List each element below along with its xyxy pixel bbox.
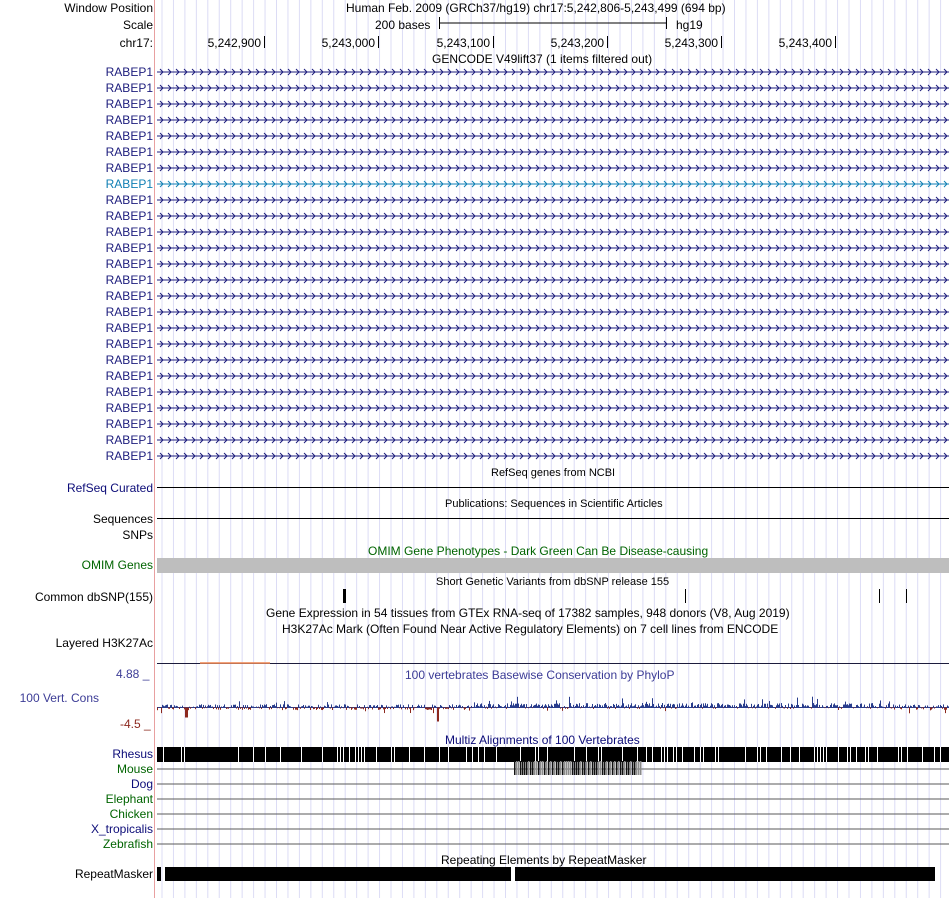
gene-label[interactable]: RABEP1 <box>105 193 153 207</box>
gene-label[interactable]: RABEP1 <box>105 97 153 111</box>
ruler-tick-label: 5,243,100 <box>436 36 490 50</box>
gene-label[interactable]: RABEP1 <box>105 369 153 383</box>
species-label[interactable]: X_tropicalis <box>90 822 153 836</box>
gene-label[interactable]: RABEP1 <box>105 449 153 463</box>
h3k27ac-title: H3K27Ac Mark (Often Found Near Active Regulatory Elements) on 7 cell lines from ENCODE <box>282 622 779 636</box>
scale-db: hg19 <box>676 18 703 32</box>
species-label[interactable]: Dog <box>130 777 153 791</box>
dbsnp-title: Short Genetic Variants from dbSNP release 155 <box>436 576 670 588</box>
scale-text: 200 bases <box>375 18 431 32</box>
gene-label[interactable]: RABEP1 <box>105 385 153 399</box>
snps-label[interactable]: SNPs <box>122 528 153 542</box>
gene-label[interactable]: RABEP1 <box>105 273 153 287</box>
h3k27ac-label[interactable]: Layered H3K27Ac <box>55 636 153 650</box>
gene-label[interactable]: RABEP1 <box>105 177 153 191</box>
gene-label[interactable]: RABEP1 <box>105 129 153 143</box>
ruler-tick-label: 5,243,300 <box>664 36 718 50</box>
multiz-title: Multiz Alignments of 100 Vertebrates <box>445 733 640 747</box>
gene-label[interactable]: RABEP1 <box>105 417 153 431</box>
gene-label[interactable]: RABEP1 <box>105 241 153 255</box>
window-position-label[interactable]: Window Position <box>64 1 153 15</box>
gene-label[interactable]: RABEP1 <box>105 161 153 175</box>
h3k27ac-signal <box>200 662 270 664</box>
gene-label[interactable]: RABEP1 <box>105 433 153 447</box>
publications-title: Publications: Sequences in Scientific Articles <box>445 498 663 510</box>
ruler-tick-label: 5,243,000 <box>321 36 375 50</box>
gtex-title: Gene Expression in 54 tissues from GTEx RNA-seq of 17382 samples, 948 donors (V8, Aug 2019) <box>266 606 790 620</box>
species-label[interactable]: Mouse <box>116 762 153 776</box>
repeatmasker-label[interactable]: RepeatMasker <box>74 867 153 881</box>
omim-track-area[interactable] <box>155 557 950 573</box>
gene-label[interactable]: RABEP1 <box>105 337 153 351</box>
dbsnp-track-area[interactable] <box>155 588 950 604</box>
species-label[interactable]: Chicken <box>109 807 153 821</box>
phylop-min-label: -4.5 _ <box>120 717 151 731</box>
refseq-track-area[interactable] <box>155 480 950 494</box>
gene-label[interactable]: RABEP1 <box>105 401 153 415</box>
gencode-track-area[interactable] <box>155 66 950 462</box>
species-label[interactable]: Zebrafish <box>102 837 153 851</box>
refseq-label[interactable]: RefSeq Curated <box>66 481 153 495</box>
gene-label[interactable]: RABEP1 <box>105 225 153 239</box>
gene-label[interactable]: RABEP1 <box>105 321 153 335</box>
phylop-label[interactable]: 100 Vert. Cons <box>19 691 99 705</box>
gene-label[interactable]: RABEP1 <box>105 209 153 223</box>
ruler-tick-label: 5,242,900 <box>207 36 261 50</box>
ruler-tick-label: 5,243,200 <box>550 36 604 50</box>
gene-label[interactable]: RABEP1 <box>105 113 153 127</box>
chrom-label[interactable]: chr17: <box>119 36 153 50</box>
gene-label[interactable]: RABEP1 <box>105 305 153 319</box>
phylop-title: 100 vertebrates Basewise Conservation by PhyloP <box>405 668 675 682</box>
gene-label[interactable]: RABEP1 <box>105 289 153 303</box>
refseq-title: RefSeq genes from NCBI <box>491 467 616 479</box>
gene-label[interactable]: RABEP1 <box>105 257 153 271</box>
scale-label[interactable]: Scale <box>122 18 153 32</box>
gencode-title: GENCODE V49lift37 (1 items filtered out) <box>432 52 653 66</box>
repeatmasker-title: Repeating Elements by RepeatMasker <box>441 853 647 867</box>
assembly-title: Human Feb. 2009 (GRCh37/hg19) chr17:5,242,806-5,243,499 (694 bp) <box>346 1 726 15</box>
species-label[interactable]: Elephant <box>105 792 153 806</box>
phylop-track-area[interactable] <box>155 690 950 730</box>
omim-label[interactable]: OMIM Genes <box>81 558 153 572</box>
gene-label[interactable]: RABEP1 <box>105 65 153 79</box>
gene-label[interactable]: RABEP1 <box>105 81 153 95</box>
omim-title: OMIM Gene Phenotypes - Dark Green Can Be Disease-causing <box>368 544 709 558</box>
repeatmasker-track-area[interactable] <box>155 866 950 882</box>
dbsnp-label[interactable]: Common dbSNP(155) <box>34 590 153 604</box>
multiz-track-area[interactable] <box>155 745 950 851</box>
ruler-tick-label: 5,243,400 <box>778 36 832 50</box>
species-label[interactable]: Rhesus <box>112 747 153 761</box>
publications-label[interactable]: Sequences <box>92 512 153 526</box>
gene-label[interactable]: RABEP1 <box>105 145 153 159</box>
phylop-max-label: 4.88 _ <box>116 667 150 681</box>
gene-label[interactable]: RABEP1 <box>105 353 153 367</box>
